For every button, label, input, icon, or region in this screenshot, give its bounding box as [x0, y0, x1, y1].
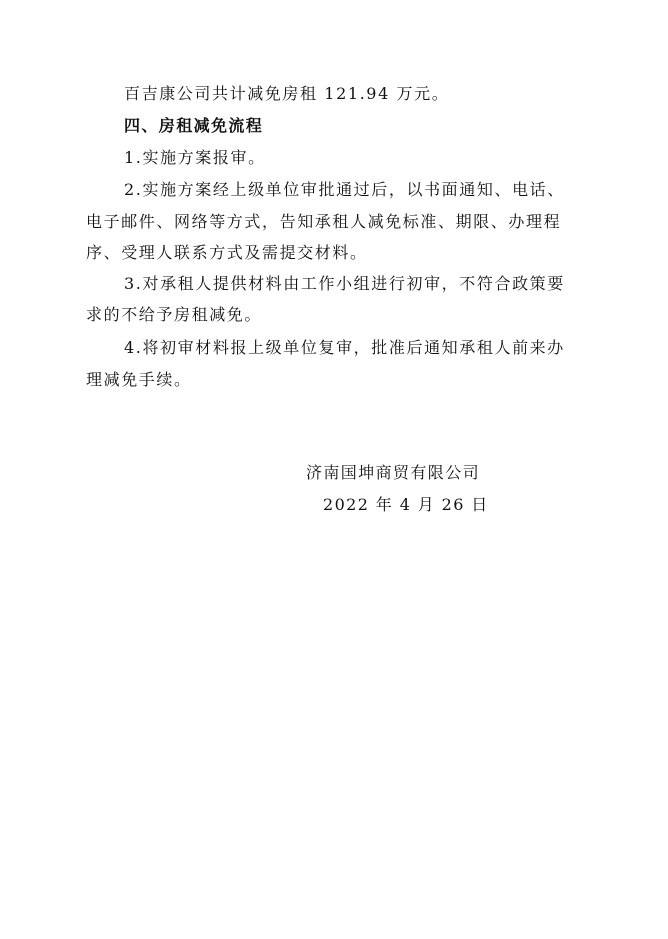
paragraph-intro: 百吉康公司共计减免房租 121.94 万元。	[124, 84, 450, 103]
step-4-line-2: 理减免手续。	[86, 370, 192, 389]
step-3-line-2: 求的不给予房租减免。	[86, 305, 263, 324]
signature-date: 2022 年 4 月 26 日	[323, 495, 489, 514]
signature-company: 济南国坤商贸有限公司	[306, 463, 481, 482]
section-heading: 四、房租减免流程	[124, 116, 264, 135]
step-4-line-1: 4.将初审材料报上级单位复审，批准后通知承租人前来办	[124, 338, 565, 357]
step-2-line-2: 电子邮件、网络等方式，告知承租人减免标准、期限、办理程	[86, 212, 562, 231]
step-2-line-1: 2.实施方案经上级单位审批通过后，以书面通知、电话、	[124, 180, 565, 199]
step-1: 1.实施方案报审。	[124, 148, 266, 167]
step-3-line-1: 3.对承租人提供材料由工作小组进行初审，不符合政策要	[124, 274, 565, 293]
step-2-line-3: 序、受理人联系方式及需提交材料。	[86, 243, 368, 262]
